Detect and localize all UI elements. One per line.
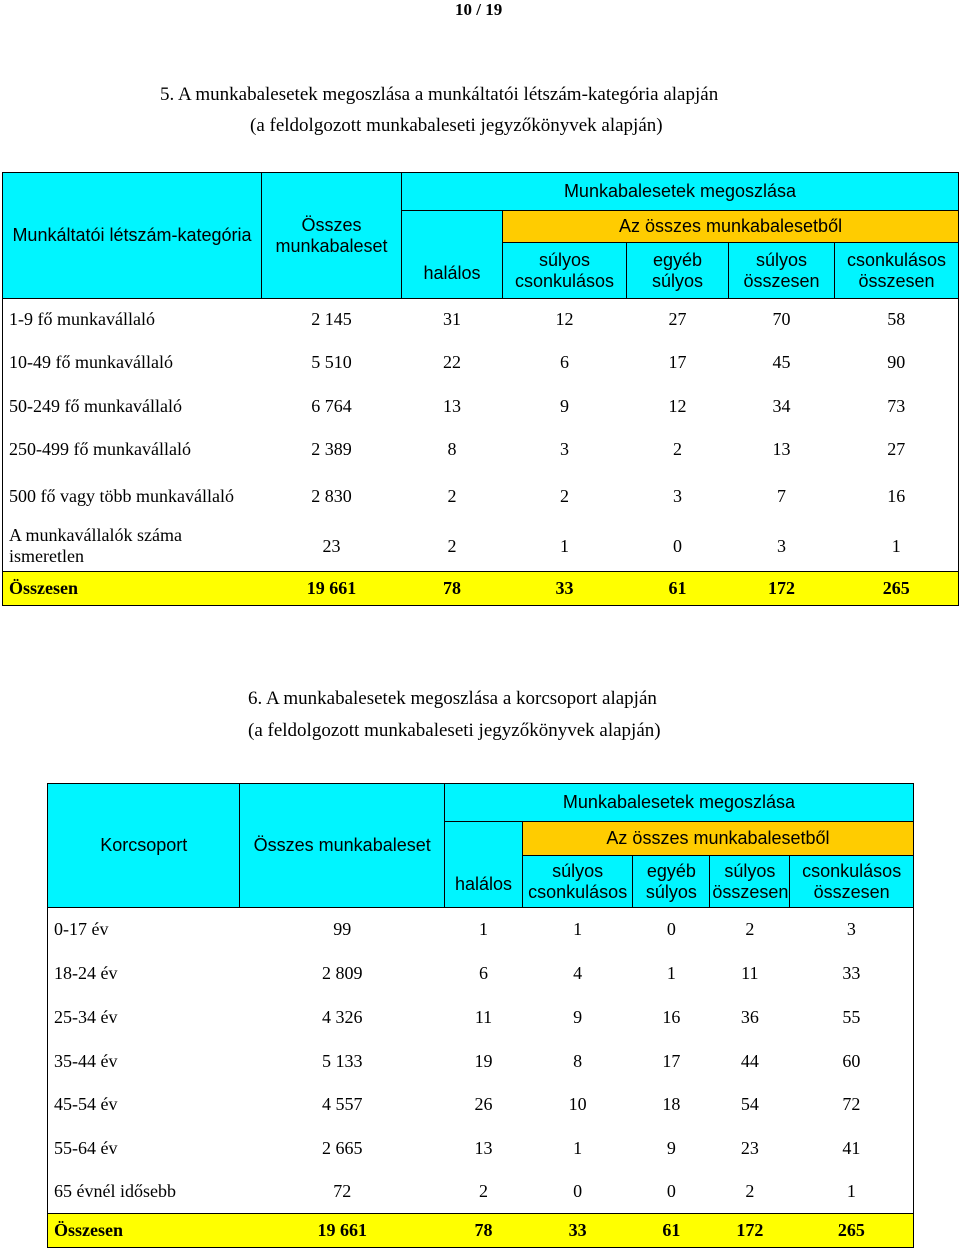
section5-subtitle: (a feldolgozott munkabaleseti jegyzőkönyvek alapján) [250, 115, 663, 136]
cell-other-severe: 0 [666, 919, 676, 940]
header-total: Összes munkabaleset [262, 173, 402, 299]
section5-heading [160, 84, 718, 106]
header-fatal: halálos [445, 822, 523, 908]
header-severe-mutil: súlyos csonkulásos [522, 856, 632, 908]
header-mutil-total: csonkulásos összesen [835, 243, 959, 299]
total-row [3, 572, 959, 606]
header-severe-mutil: súlyos csonkulásos [503, 243, 627, 299]
cell-total: 99 [333, 919, 352, 940]
cell-other-severe: 9 [666, 1137, 676, 1158]
cell-fatal: 22 [443, 352, 461, 372]
row-label: 250-499 fő munkavállaló [3, 428, 262, 472]
row-label: 35-44 év [48, 1040, 240, 1083]
table-row [48, 1127, 914, 1170]
cell-severe-total: 44 [740, 1050, 759, 1071]
header-category: Munkáltatói létszám-kategória [3, 173, 262, 299]
row-label: 1-9 fő munkavállaló [3, 299, 262, 341]
row-label: 10-49 fő munkavállaló [3, 341, 262, 385]
cell-fatal: 2 [478, 1180, 488, 1201]
total-total: 19 661 [240, 1214, 445, 1248]
cell-other-severe: 1 [666, 963, 676, 983]
cell-total: 5 133 [321, 1050, 363, 1071]
cell-total: 2 145 [311, 309, 352, 330]
cell-severe-mutil: 12 [555, 309, 574, 330]
header-other-severe: egyéb súlyos [627, 243, 729, 299]
total-severe-mutil: 33 [503, 572, 627, 606]
row-label: 45-54 év [48, 1083, 240, 1127]
header-mutil-total: csonkulásos összesen [790, 856, 914, 908]
total-mutil-total: 265 [790, 1214, 914, 1248]
header-severe-total: súlyos összesen [710, 856, 790, 908]
cell-mutil-total: 3 [790, 908, 914, 952]
cell-severe-mutil: 9 [560, 395, 569, 416]
section5-title: 5. A munkabalesetek megoszlása a munkáltatói létszám-kategória alapján [160, 84, 719, 105]
cell-total: 6 764 [311, 395, 352, 416]
cell-other-severe: 17 [668, 352, 687, 372]
cell-fatal: 13 [474, 1137, 493, 1158]
cell-severe-mutil: 1 [573, 919, 583, 940]
section6-title: 6. A munkabalesetek megoszlása a korcsoport alapján [248, 688, 657, 709]
cell-total: 2 809 [321, 963, 363, 983]
cell-severe-total: 13 [772, 439, 791, 459]
header-category: Korcsoport [48, 784, 240, 908]
table-row [3, 341, 959, 385]
cell-severe-mutil: 1 [560, 535, 569, 556]
cell-total: 72 [333, 1180, 352, 1201]
cell-severe-total: 7 [777, 486, 786, 506]
cell-mutil-total: 1 [835, 522, 959, 572]
cell-mutil-total: 16 [835, 472, 959, 522]
section6-heading [248, 688, 657, 710]
cell-severe-total: 3 [777, 535, 786, 556]
section6-table [47, 783, 914, 1248]
total-total: 19 661 [262, 572, 402, 606]
cell-fatal: 2 [447, 535, 457, 556]
header-fatal: halálos [402, 211, 503, 299]
cell-severe-total: 36 [740, 1007, 759, 1027]
cell-mutil-total: 90 [835, 341, 959, 385]
cell-mutil-total: 27 [835, 428, 959, 472]
total-other-severe: 61 [627, 572, 729, 606]
cell-total: 5 510 [311, 352, 352, 372]
cell-severe-mutil: 4 [573, 963, 583, 983]
cell-fatal: 31 [443, 309, 461, 330]
cell-fatal: 6 [478, 963, 488, 983]
cell-severe-total: 2 [745, 919, 755, 940]
cell-mutil-total: 72 [790, 1083, 914, 1127]
cell-severe-total: 70 [772, 309, 791, 330]
total-other-severe: 61 [633, 1214, 710, 1248]
cell-fatal: 2 [447, 486, 457, 506]
page-number: 10 / 19 [455, 0, 503, 19]
cell-severe-mutil: 8 [573, 1050, 583, 1071]
cell-other-severe: 2 [673, 439, 682, 459]
cell-mutil-total: 33 [790, 952, 914, 996]
cell-other-severe: 16 [662, 1007, 681, 1027]
cell-total: 4 557 [321, 1094, 363, 1114]
cell-mutil-total: 73 [835, 385, 959, 428]
row-label: 55-64 év [48, 1127, 240, 1170]
cell-severe-mutil: 1 [573, 1137, 583, 1158]
row-label: 65 évnél idősebb [48, 1170, 240, 1214]
row-label: 50-249 fő munkavállaló [3, 385, 262, 428]
cell-total: 2 665 [321, 1137, 363, 1158]
cell-total: 2 389 [311, 439, 352, 459]
table-row [48, 1083, 914, 1127]
row-label: 500 fő vagy több munkavállaló [3, 472, 262, 522]
total-severe-total: 172 [729, 572, 835, 606]
cell-other-severe: 0 [666, 1180, 676, 1201]
table-row [3, 299, 959, 341]
row-label: 18-24 év [48, 952, 240, 996]
table-row [48, 996, 914, 1040]
header-distribution: Munkabalesetek megoszlása [445, 784, 914, 822]
total-mutil-total: 265 [835, 572, 959, 606]
header-severe-total: súlyos összesen [729, 243, 835, 299]
cell-total: 2 830 [311, 486, 352, 506]
table-row [48, 1170, 914, 1214]
table-row [3, 472, 959, 522]
cell-severe-total: 23 [740, 1137, 759, 1158]
total-row [48, 1214, 914, 1248]
total-severe-total: 172 [710, 1214, 790, 1248]
cell-severe-mutil: 0 [573, 1180, 583, 1201]
cell-severe-mutil: 10 [568, 1094, 587, 1114]
total-label: Összesen [48, 1214, 240, 1248]
cell-fatal: 11 [474, 1007, 493, 1027]
cell-mutil-total: 60 [790, 1040, 914, 1083]
section6-subtitle: (a feldolgozott munkabaleseti jegyzőkönyvek alapján) [248, 720, 661, 741]
cell-other-severe: 17 [662, 1050, 681, 1071]
table-row [48, 1040, 914, 1083]
cell-fatal: 13 [443, 395, 461, 416]
cell-severe-mutil: 3 [560, 439, 569, 459]
cell-other-severe: 12 [668, 395, 687, 416]
total-label: Összesen [3, 572, 262, 606]
cell-total: 23 [322, 535, 341, 556]
header-distribution: Munkabalesetek megoszlása [402, 173, 959, 211]
cell-other-severe: 27 [668, 309, 687, 330]
table-row [48, 952, 914, 996]
cell-severe-mutil: 9 [573, 1007, 583, 1027]
row-label: A munkavállalók száma ismeretlen [3, 522, 262, 572]
total-fatal: 78 [402, 572, 503, 606]
header-total: Összes munkabaleset [240, 784, 445, 908]
cell-mutil-total: 41 [790, 1127, 914, 1170]
cell-fatal: 26 [474, 1094, 493, 1114]
table-row [3, 428, 959, 472]
cell-mutil-total: 55 [790, 996, 914, 1040]
cell-severe-total: 45 [772, 352, 791, 372]
cell-mutil-total: 1 [790, 1170, 914, 1214]
cell-fatal: 1 [478, 919, 488, 940]
total-fatal: 78 [445, 1214, 523, 1248]
cell-severe-mutil: 2 [560, 486, 569, 506]
cell-fatal: 8 [447, 439, 457, 459]
cell-severe-total: 54 [740, 1094, 759, 1114]
cell-total: 4 326 [321, 1007, 363, 1027]
cell-other-severe: 3 [673, 486, 682, 506]
row-label: 25-34 év [48, 996, 240, 1040]
cell-severe-total: 2 [745, 1180, 755, 1201]
total-severe-mutil: 33 [522, 1214, 632, 1248]
section5-table [2, 172, 959, 606]
cell-severe-mutil: 6 [560, 352, 569, 372]
table-row [3, 522, 959, 572]
table-row [3, 385, 959, 428]
cell-severe-total: 11 [741, 963, 759, 983]
cell-fatal: 19 [474, 1050, 493, 1071]
header-of-all: Az összes munkabalesetből [522, 822, 913, 856]
cell-other-severe: 0 [673, 535, 682, 556]
cell-severe-total: 34 [772, 395, 791, 416]
table-row [48, 908, 914, 952]
cell-mutil-total: 58 [835, 299, 959, 341]
header-other-severe: egyéb súlyos [633, 856, 710, 908]
header-of-all: Az összes munkabalesetből [503, 211, 959, 243]
row-label: 0-17 év [48, 908, 240, 952]
section5-subheading [250, 115, 663, 137]
section6-subheading [248, 720, 661, 742]
cell-other-severe: 18 [662, 1094, 681, 1114]
